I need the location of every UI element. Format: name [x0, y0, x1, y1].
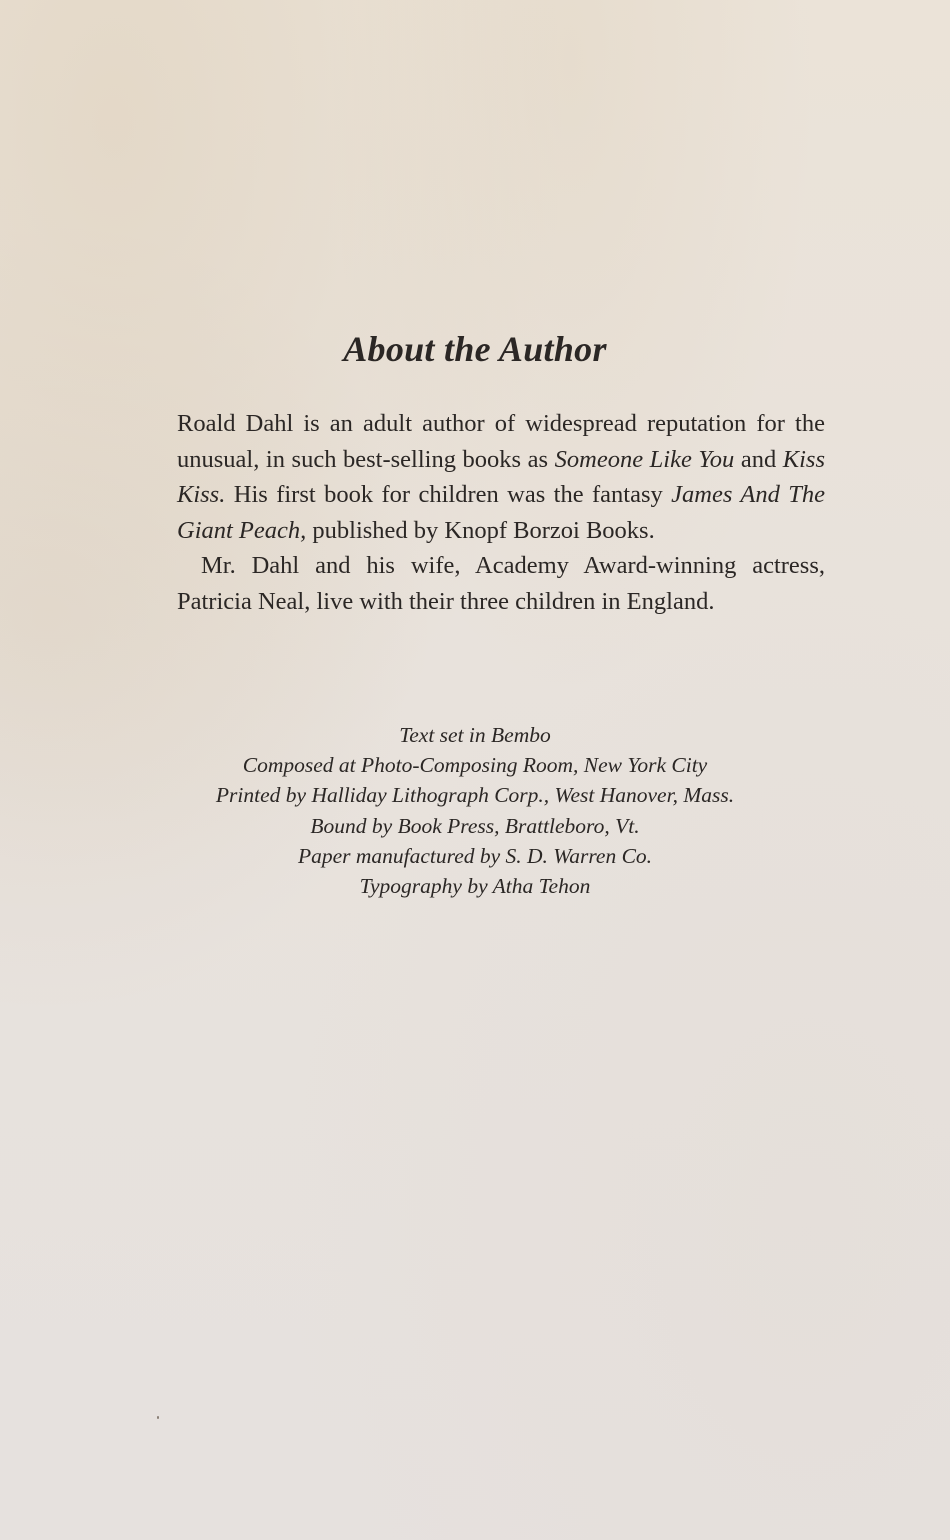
colophon-line: Paper manufactured by S. D. Warren Co.: [297, 843, 653, 868]
bio-text: Roald Dahl is an adult author of widespread reputation for the unusual, in such best-selling books as: [177, 410, 825, 473]
colophon-line: Composed at Photo-Composing Room, New York City: [242, 753, 708, 778]
bio-text: and: [734, 445, 783, 473]
bio-paragraph-2: Mr. Dahl and his wife, Academy Award-winning actress, Patricia Neal, live with their three children in England.: [177, 552, 825, 615]
bio-paragraph-1: [177, 406, 825, 548]
colophon-line: Printed by Halliday Lithograph Corp., West Hanover, Mass.: [215, 783, 735, 808]
bio-text: His first book for children was the fantasy: [225, 481, 672, 508]
paper-speck: [157, 1416, 159, 1419]
book-title-someone-like-you: Someone Like You: [554, 445, 735, 473]
colophon-line: Bound by Book Press, Brattleboro, Vt.: [310, 813, 640, 838]
colophon-line: Text set in Bembo: [399, 723, 551, 747]
colophon: [0, 720, 950, 901]
page-title: About the Author: [343, 329, 607, 369]
book-title-kiss-kiss: Kiss Kiss.: [177, 445, 825, 508]
bio-text: published by Knopf Borzoi Books.: [306, 516, 655, 544]
colophon-line: Typography by Atha Tehon: [359, 874, 591, 899]
author-bio: [177, 406, 825, 619]
book-title-james-giant-peach: James And The Giant Peach,: [177, 481, 825, 544]
